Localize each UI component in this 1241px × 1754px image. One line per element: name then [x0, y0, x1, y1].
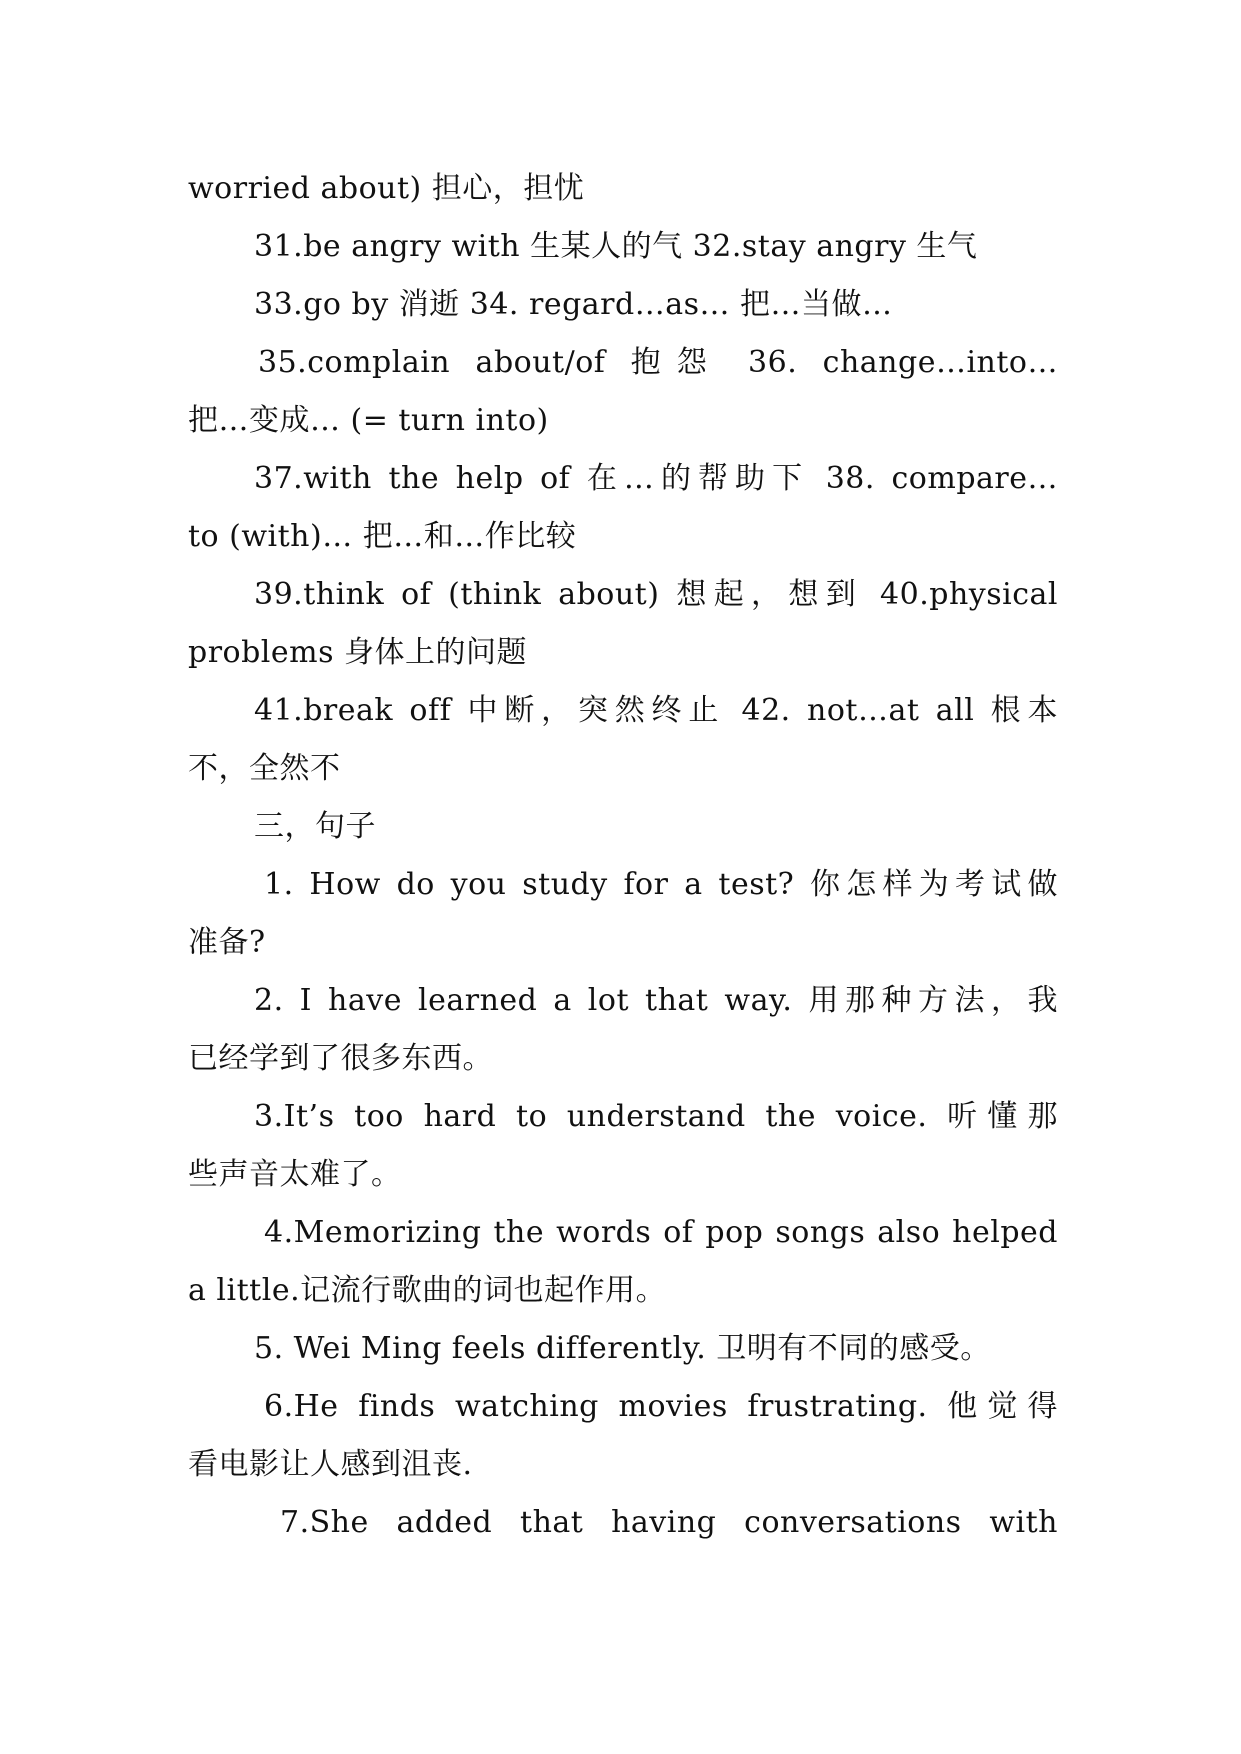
text-line: 把…变成… (= turn into) [188, 403, 549, 438]
text-line: problems 身体上的问题 [188, 635, 528, 670]
text-line: 看电影让人感到沮丧. [188, 1447, 473, 1482]
text-line: 33.go by 消逝 34. regard…as… 把…当做… [254, 287, 893, 322]
text-line: 不，全然不 [188, 751, 341, 786]
text-line: 5. Wei Ming feels differently. 卫明有不同的感受。 [254, 1331, 991, 1366]
text-line: 3.It’s too hard to understand the voice. 听懂那 [254, 1099, 1058, 1134]
document-text [188, 160, 1058, 1552]
text-line: 4.Memorizing the words of pop songs also helped [264, 1215, 1058, 1250]
text-line: 31.be angry with 生某人的气 32.stay angry 生气 [254, 229, 978, 264]
text-line: 41.break off 中断，突然终止 42. not…at all 根本 [254, 693, 1058, 728]
text-line: 准备? [188, 925, 266, 960]
text-line: a little.记流行歌曲的词也起作用。 [188, 1273, 667, 1308]
text-line: 1. How do you study for a test? 你怎样为考试做 [264, 867, 1058, 902]
text-line: 已经学到了很多东西。 [188, 1041, 493, 1076]
text-line: 6.He finds watching movies frustrating. 他觉得 [264, 1389, 1058, 1424]
text-line: 2. I have learned a lot that way. 用那种方法，我 [254, 983, 1058, 1018]
text-line: 7.She added that having conversations with [280, 1505, 1058, 1540]
text-line: 35.complain about/of 抱怨 36. change…into… [258, 345, 1058, 380]
section-heading: 三，句子 [254, 809, 376, 844]
text-line: 些声音太难了。 [188, 1157, 402, 1192]
text-line: worried about) 担心，担忧 [188, 171, 585, 206]
text-line: 39.think of (think about) 想起，想到 40.physical [254, 577, 1058, 612]
text-line: to (with)… 把…和…作比较 [188, 519, 577, 554]
text-line: 37.with the help of 在…的帮助下 38. compare… [254, 461, 1058, 496]
